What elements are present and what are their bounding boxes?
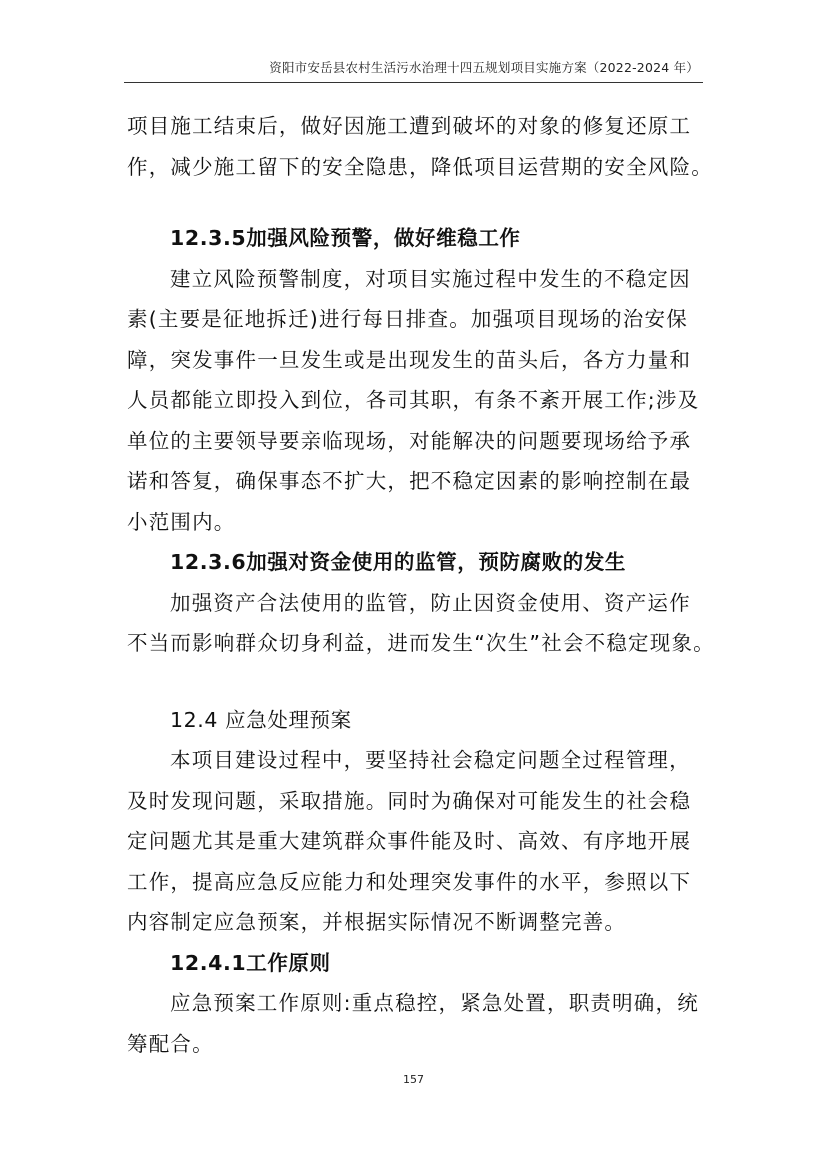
paragraph-line: 不当而影响群众切身利益，进而发生“次生”社会不稳定现象。 <box>127 631 715 655</box>
paragraph-line: 定问题尤其是重大建筑群众事件能及时、高效、有序地开展 <box>127 829 692 853</box>
paragraph-line: 及时发现问题，采取措施。同时为确保对可能发生的社会稳 <box>127 788 692 813</box>
paragraph-line: 加强资产合法使用的监管，防止因资金使用、资产运作 <box>170 590 691 615</box>
running-header: 资阳市安岳县农村生活污水治理十四五规划项目实施方案（2022-2024 年） <box>269 60 699 75</box>
paragraph-line: 单位的主要领导要亲临现场，对能解决的问题要现场给予承 <box>127 428 692 453</box>
paragraph-line: 项目施工结束后，做好因施工遭到破坏的对象的修复还原工 <box>127 114 692 138</box>
paragraph-line: 应急预案工作原则:重点稳控，紧急处置，职责明确，统 <box>170 991 699 1015</box>
paragraph-line: 内容制定应急预案，并根据实际情况不断调整完善。 <box>127 910 627 934</box>
document-body <box>127 106 715 1064</box>
paragraph-line: 工作，提高应急反应能力和处理突发事件的水平，参照以下 <box>127 869 692 894</box>
page-number: 157 <box>403 1073 424 1086</box>
paragraph-line: 人员都能立即投入到位，各司其职，有条不紊开展工作;涉及 <box>127 388 700 412</box>
header-divider <box>124 82 703 83</box>
paragraph-line: 素(主要是征地拆迁)进行每日排查。加强项目现场的治安保 <box>127 307 688 331</box>
section-heading-12-4: 12.4 应急处理预案 <box>170 707 352 732</box>
paragraph-line: 本项目建设过程中，要坚持社会稳定问题全过程管理， <box>170 748 691 772</box>
paragraph-line: 障，突发事件一旦发生或是出现发生的苗头后，各方力量和 <box>127 347 692 372</box>
paragraph-line: 作，减少施工留下的安全隐患，降低项目运营期的安全风险。 <box>127 154 713 179</box>
section-heading-12-3-6: 12.3.6加强对资金使用的监管，预防腐败的发生 <box>170 550 627 574</box>
paragraph-line: 小范围内。 <box>127 509 236 534</box>
section-heading-12-4-1: 12.4.1工作原则 <box>170 950 331 975</box>
paragraph-line: 诺和答复，确保事态不扩大，把不稳定因素的影响控制在最 <box>127 469 692 493</box>
paragraph-line: 建立风险预警制度，对项目实施过程中发生的不稳定因 <box>170 266 691 291</box>
section-heading-12-3-5: 12.3.5加强风险预警，做好维稳工作 <box>170 226 521 250</box>
paragraph-line: 筹配合。 <box>127 1031 214 1056</box>
